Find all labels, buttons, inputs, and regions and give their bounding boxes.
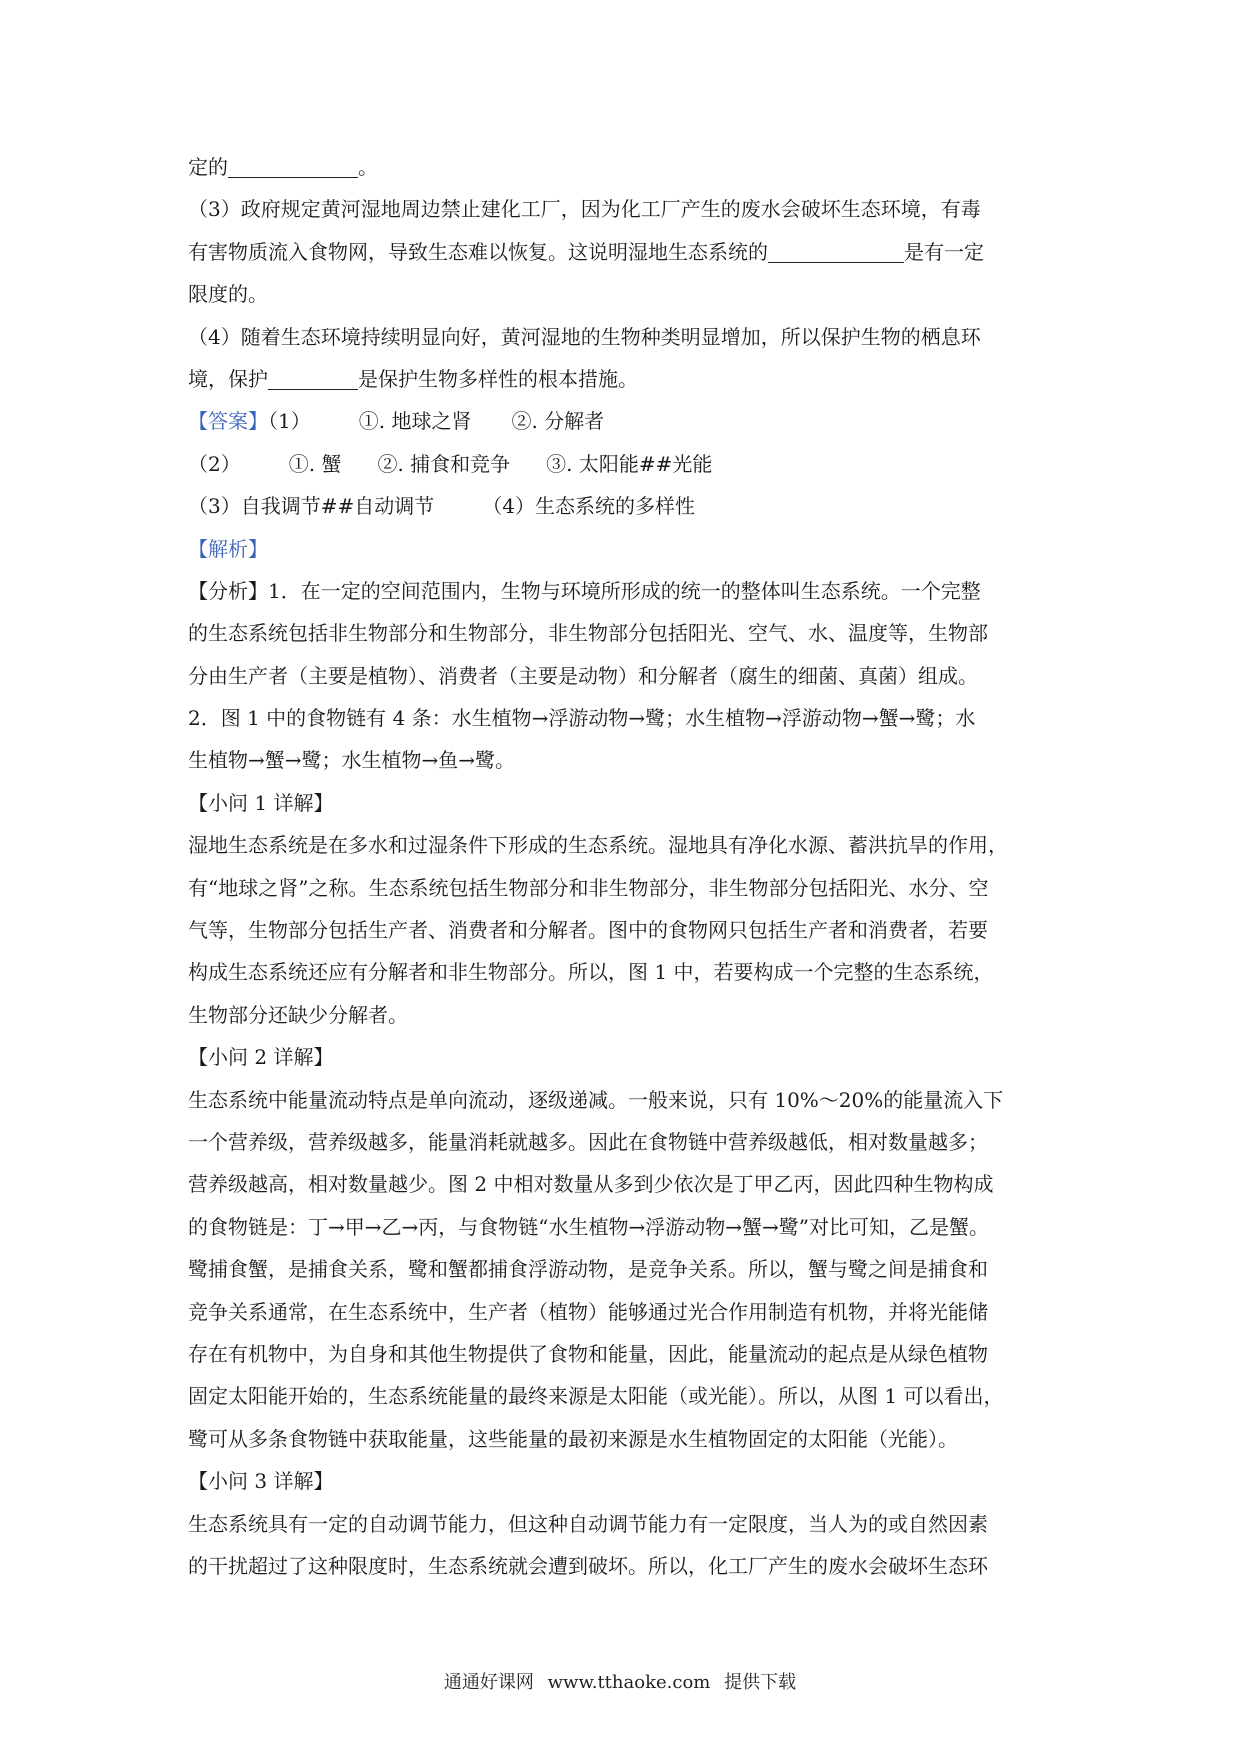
analysis-line: 【小问 1 详解】 (188, 790, 334, 815)
analysis-line: 鹭捕食蟹，是捕食关系，鹭和蟹都捕食浮游动物，是竞争关系。所以，蟹与鹭之间是捕食和 (188, 1257, 988, 1282)
q3-line-2-pre: 有害物质流入食物网，导致生态难以恢复。这说明湿地生态系统的 (188, 239, 768, 264)
answer-blank (268, 365, 358, 390)
answer-blank (768, 238, 904, 263)
analysis-line: 的干扰超过了这种限度时，生态系统就会遭到破坏。所以，化工厂产生的废水会破坏生态环 (188, 1553, 988, 1578)
answer-row-2 (188, 443, 1060, 485)
answer-item: ①. 蟹 (288, 451, 342, 476)
q2-tail-pre: 定的 (188, 155, 228, 179)
footer-suffix: 提供下载 (724, 1672, 797, 1693)
analysis-line: 【分析】1．在一定的空间范围内，生物与环境所形成的统一的整体叫生态系统。一个完整 (188, 578, 981, 603)
answer-item: （2） (188, 451, 241, 476)
q4-line-2 (188, 358, 1060, 400)
answer-item: ③. 太阳能##光能 (546, 451, 713, 476)
analysis-body (188, 570, 1060, 1587)
q3-line-2-post: 是有一定 (904, 239, 984, 264)
answer-row-1 (188, 400, 1060, 442)
footer-url: www.tthaoke.com (547, 1672, 711, 1693)
footer-site-name: 通通好课网 (443, 1672, 534, 1693)
analysis-label: 【解析】 (188, 536, 268, 561)
analysis-line: 一个营养级，营养级越多，能量消耗就越多。因此在食物链中营养级越低，相对数量越多； (188, 1129, 988, 1154)
analysis-line: 构成生态系统还应有分解者和非生物部分。所以，图 1 中，若要构成一个完整的生态系统， (188, 960, 994, 985)
analysis-line: 存在有机物中，为自身和其他生物提供了食物和能量，因此，能量流动的起点是从绿色植物 (188, 1341, 988, 1366)
analysis-line: 【小问 3 详解】 (188, 1469, 334, 1494)
analysis-line: 生态系统中能量流动特点是单向流动，逐级递减。一般来说，只有 10%～20%的能量流入下 (188, 1087, 1004, 1112)
answer-blank (228, 153, 358, 178)
q4-line-1: （4）随着生态环境持续明显向好，黄河湿地的生物种类明显增加，所以保护生物的栖息环 (188, 324, 981, 349)
answer-item: ②. 捕食和竞争 (377, 451, 511, 476)
q3-line-2 (188, 231, 1060, 273)
q2-tail-line (188, 146, 1060, 188)
answer-item: ①. 地球之肾 (358, 409, 472, 434)
analysis-line: 有“地球之肾”之称。生态系统包括生物部分和非生物部分，非生物部分包括阳光、水分、空 (188, 875, 989, 900)
analysis-line: 竞争关系通常，在生态系统中，生产者（植物）能够通过光合作用制造有机物，并将光能储 (188, 1299, 988, 1324)
analysis-line: 生态系统具有一定的自动调节能力，但这种自动调节能力有一定限度，当人为的或自然因素 (188, 1511, 988, 1536)
analysis-line: 营养级越高，相对数量越少。图 2 中相对数量从多到少依次是丁甲乙丙，因此四种生物构成 (188, 1172, 994, 1197)
q3-line-3: 限度的。 (188, 282, 268, 307)
analysis-line: 的食物链是：丁→甲→乙→丙，与食物链“水生植物→浮游动物→蟹→鹭”对比可知，乙是蟹。 (188, 1214, 989, 1239)
answer-item: （4）生态系统的多样性 (482, 494, 695, 519)
analysis-line: 【小问 2 详解】 (188, 1045, 334, 1070)
footer (0, 1668, 1240, 1694)
q4-line-2-pre: 境，保护 (188, 366, 268, 391)
answer-row-3 (188, 485, 1060, 527)
analysis-line: 的生态系统包括非生物部分和生物部分，非生物部分包括阳光、空气、水、温度等，生物部 (188, 621, 988, 646)
answer-label: 【答案】 (188, 409, 268, 434)
answer-item: （1） (268, 409, 311, 434)
answer-item: （3）自我调节##自动调节 (188, 494, 435, 519)
analysis-line: 湿地生态系统是在多水和过湿条件下形成的生态系统。湿地具有净化水源、蓄洪抗旱的作用， (188, 833, 1008, 858)
analysis-line: 鹭可从多条食物链中获取能量，这些能量的最初来源是水生植物固定的太阳能（光能）。 (188, 1426, 958, 1451)
q2-tail-post: 。 (358, 155, 378, 179)
analysis-line: 固定太阳能开始的，生态系统能量的最终来源是太阳能（或光能）。所以，从图 1 可以看出， (188, 1384, 1004, 1409)
analysis-line: 生物部分还缺少分解者。 (188, 1002, 408, 1027)
analysis-line: 生植物→蟹→鹭；水生植物→鱼→鹭。 (188, 748, 516, 773)
analysis-line: 2．图 1 中的食物链有 4 条：水生植物→浮游动物→鹭；水生植物→浮游动物→蟹→鹭；水 (188, 706, 976, 731)
analysis-line: 分由生产者（主要是植物）、消费者（主要是动物）和分解者（腐生的细菌、真菌）组成。 (188, 663, 978, 688)
q3-line-1: （3）政府规定黄河湿地周边禁止建化工厂，因为化工厂产生的废水会破坏生态环境，有毒 (188, 197, 981, 222)
q4-line-2-post: 是保护生物多样性的根本措施。 (358, 366, 638, 391)
answer-item: ②. 分解者 (511, 409, 605, 434)
analysis-line: 气等，生物部分包括生产者、消费者和分解者。图中的食物网只包括生产者和消费者，若要 (188, 918, 988, 943)
document-page (188, 146, 1060, 1587)
